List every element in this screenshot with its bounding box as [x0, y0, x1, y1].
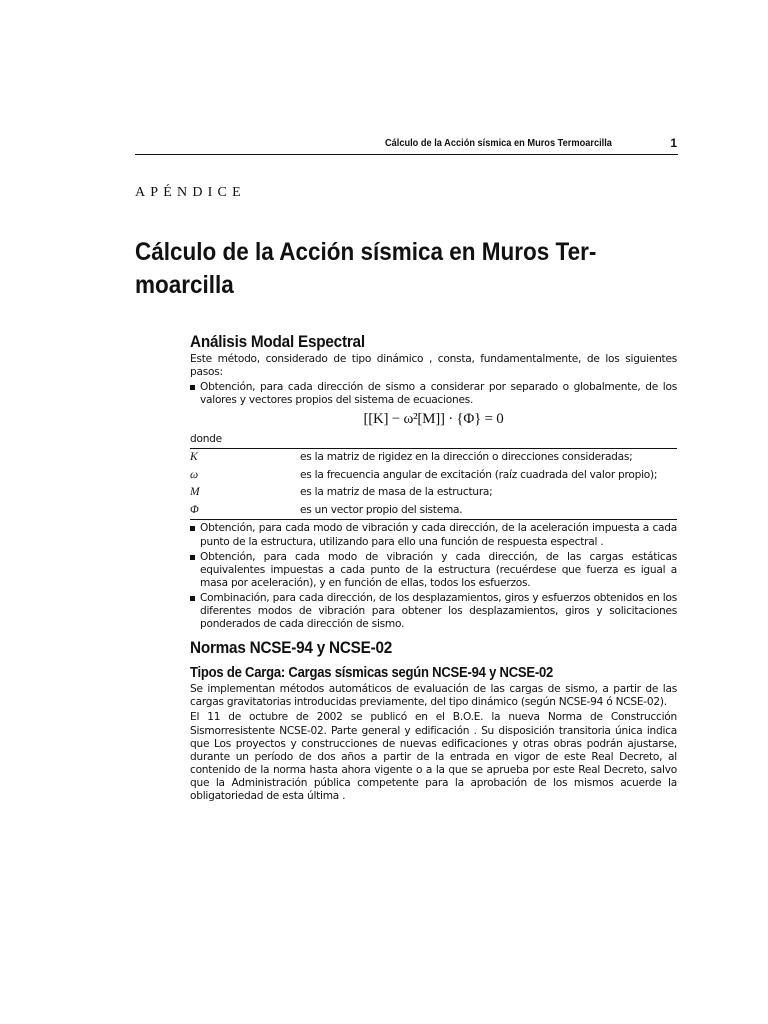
- bullet-square-icon: [190, 596, 195, 601]
- definition-symbol: K: [190, 451, 198, 464]
- table-row: [190, 502, 677, 520]
- list-item: [190, 522, 677, 548]
- bullet-text: Obtención, para cada dirección de sismo a considerar por separado o globalmente, de los valores y vectores propios del sistema de ecuaciones.: [200, 381, 677, 407]
- running-header: [135, 136, 678, 155]
- definition-text: es la matriz de masa de la estructura;: [300, 486, 493, 499]
- bullet-square-icon: [190, 526, 195, 531]
- paragraph: Se implementan métodos automáticos de evaluación de las cargas de sismo, a partir de las cargas gravitatorias introducidas previamente, del tipo dinámico (según NCSE-94 ó NCSE-02).: [190, 683, 677, 709]
- donde-label: donde: [190, 433, 222, 446]
- running-title: Cálculo de la Acción sísmica en Muros Termoarcilla: [385, 137, 612, 149]
- bullet-text: Obtención, para cada modo de vibración y cada dirección, de la aceleración impuesta a cada punto de la estructura, utilizando para ello una función de respuesta espectral .: [200, 522, 677, 548]
- section-heading-normas: Normas NCSE-94 y NCSE-02: [190, 638, 393, 658]
- definition-text: es un vector propio del sistema.: [300, 503, 463, 516]
- subsection-heading: Tipos de Carga: Cargas sísmicas según NCSE-94 y NCSE-02: [190, 665, 554, 682]
- bullet-text: Obtención, para cada modo de vibración y cada dirección, de las cargas estáticas equivalentes impuestas a cada punto de la estructura (recuérdese que fuerza es igual a masa por aceleración), y en función de ellas, todos los esfuerzos.: [200, 550, 677, 589]
- definition-symbol: M: [190, 486, 200, 499]
- list-item: [190, 592, 677, 631]
- bullet-square-icon: [190, 555, 195, 560]
- paragraph: El 11 de octubre de 2002 se publicó en el B.O.E. la nueva Norma de Construcción Sismorresistente NCSE-02. Parte general y edificación . Su disposición transitoria única indica que Los proyectos y construcciones de nuevas edificaciones y otras obras podrán ajustarse, durante un período de dos años a partir de la entrada en vigor de este Real Decreto, al contenido de la norma hasta ahora vigente o a la que se aprueba por este Real Decreto, salvo que la Administración pública competente para la aprobación de los mismos acuerde la obligatoriedad de esta última .: [190, 711, 677, 802]
- table-row: [190, 484, 677, 502]
- table-row: [190, 449, 677, 467]
- definitions-table: [190, 448, 677, 520]
- table-row: [190, 467, 677, 485]
- bullet-square-icon: [190, 385, 195, 390]
- equation: [[K] − ω²[M]] · {Φ} = 0: [363, 411, 504, 428]
- section-heading-modal: Análisis Modal Espectral: [190, 332, 365, 351]
- definition-text: es la frecuencia angular de excitación (raíz cuadrada del valor propio);: [300, 468, 658, 481]
- main-content: [190, 331, 677, 803]
- list-item: [190, 381, 677, 407]
- page-number: 1: [670, 136, 677, 150]
- chapter-title: Cálculo de la Acción sísmica en Muros Ter-moarcilla: [135, 238, 597, 299]
- bullet-text: Combinación, para cada dirección, de los desplazamientos, giros y esfuerzos obtenidos en los diferentes modos de vibración para obtener los desplazamientos, giros y solicitaciones ponderados de cada dirección de sismo.: [200, 591, 677, 631]
- appendix-label: APÉNDICE: [135, 185, 246, 200]
- definition-symbol: ω: [190, 468, 198, 481]
- intro-paragraph: Este método, considerado de tipo dinámico , consta, fundamentalmente, de los siguientes pasos:: [190, 353, 677, 379]
- list-item: [190, 551, 677, 590]
- definition-symbol: Φ: [190, 503, 199, 516]
- definition-text: es la matriz de rigidez en la dirección o direcciones consideradas;: [300, 451, 633, 464]
